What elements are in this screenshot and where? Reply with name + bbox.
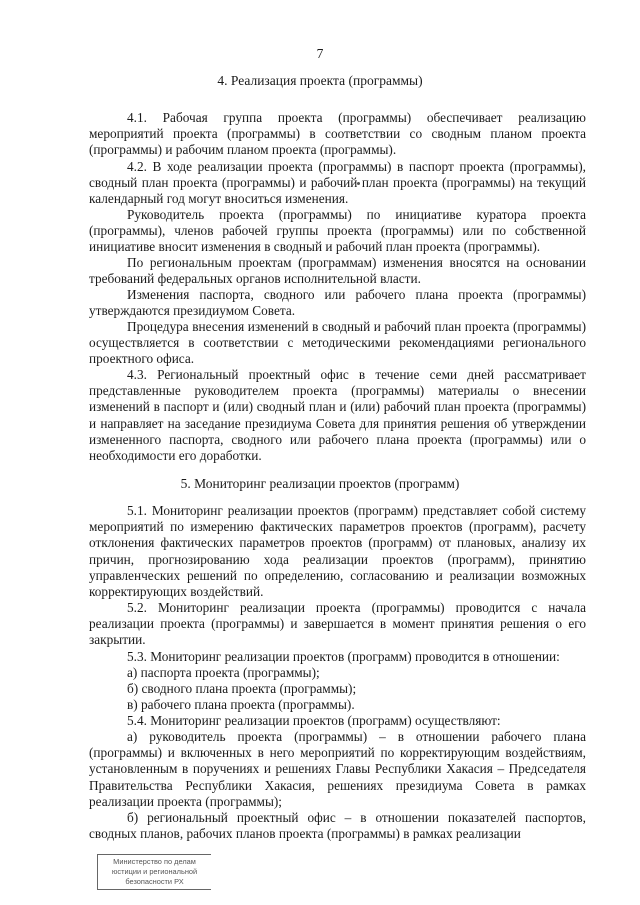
list-item-a: а) паспорта проекта (программы);	[127, 665, 320, 680]
page-number: 7	[316, 46, 324, 61]
paragraph-5-3: 5.3. Мониторинг реализации проектов (программ) проводится в отношении:	[127, 649, 560, 664]
paragraph-5-4-a: а) руководитель проекта (программы) – в отношении рабочего плана (программы) и включенных в него мероприятий по корректирующим воздействиям, установленным в поручениях и решениях Главы Республики Хакасия – Председателя Правительства Республики Хакасия, решениях президиума Совета в рамках реализации проекта (программы);	[89, 729, 586, 809]
paragraph-5-4: 5.4. Мониторинг реализации проектов (программ) осуществляют:	[127, 713, 501, 728]
paragraph-5-2: 5.2. Мониторинг реализации проекта (программы) проводится с начала реализации проекта (программы) и завершается в момент принятия решения о его закрытии.	[89, 600, 586, 648]
section-4-heading: 4. Реализация проекта (программы)	[217, 73, 423, 88]
paragraph-4-2-regional: По региональным проектам (программам) изменения вносятся на основании требований федеральных органов исполнительной власти.	[89, 255, 586, 287]
stamp-line: юстиции и региональной	[111, 867, 198, 876]
paragraph-4-2: 4.2. В ходе реализации проекта (программы) в паспорт проекта (программы), сводный план проекта (программы) и рабочий план проекта (программы) на текущий календарный год могут вноситься изменения.	[89, 159, 586, 207]
paragraph-4-3: 4.3. Региональный проектный офис в течение семи дней рассматривает представленные руководителем проекта (программы) материалы о внесении изменений в паспорт и (или) сводный план и (или) рабочий план проекта (программы) и направляет на заседание президиума Совета для принятия решения об утверждении измененного паспорта, сводного или рабочего плана проекта (программы) или о необходимости его доработки.	[89, 367, 586, 464]
paragraph-4-2-procedure: Процедура внесения изменений в сводный и рабочий план проекта (программы) осуществляется в соответствии с методическими рекомендациями регионального проектного офиса.	[89, 319, 586, 367]
paragraph-5-1: 5.1. Мониторинг реализации проектов (программ) представляет собой систему мероприятий по измерению фактических параметров проектов (программ), расчету отклонения фактических параметров проектов (программ) от плановых, анализу их причин, прогнозированию хода реализации проектов (программ), принятию управленческих решений по определению, согласованию и реализации возможных корректирующих воздействий.	[89, 503, 586, 600]
list-item-b: б) сводного плана проекта (программы);	[127, 681, 357, 696]
stamp-line: безопасности РХ	[125, 877, 184, 886]
ministry-stamp	[97, 854, 211, 890]
list-item-c: в) рабочего плана проекта (программы).	[127, 697, 355, 712]
stamp-line: Министерство по делам	[113, 857, 196, 866]
paragraph-4-2-approval: Изменения паспорта, сводного или рабочего плана проекта (программы) утверждаются президиумом Совета.	[89, 287, 586, 319]
section-5-heading: 5. Мониторинг реализации проектов (программ)	[180, 476, 460, 491]
paragraph-4-2-initiative: Руководитель проекта (программы) по инициативе куратора проекта (программы), членов рабочей группы проекта (программы) или по собственной инициативе вносит изменения в сводный и рабочий план проекта (программы).	[89, 207, 586, 255]
paragraph-4-1: 4.1. Рабочая группа проекта (программы) обеспечивает реализацию мероприятий проекта (программы) в соответствии со сводным планом проекта (программы) и рабочим планом проекта (программы).	[89, 110, 586, 158]
paragraph-5-4-b: б) региональный проектный офис – в отношении показателей паспортов, сводных планов, рабочих планов проекта (программы) в рамках реализации	[89, 810, 586, 842]
